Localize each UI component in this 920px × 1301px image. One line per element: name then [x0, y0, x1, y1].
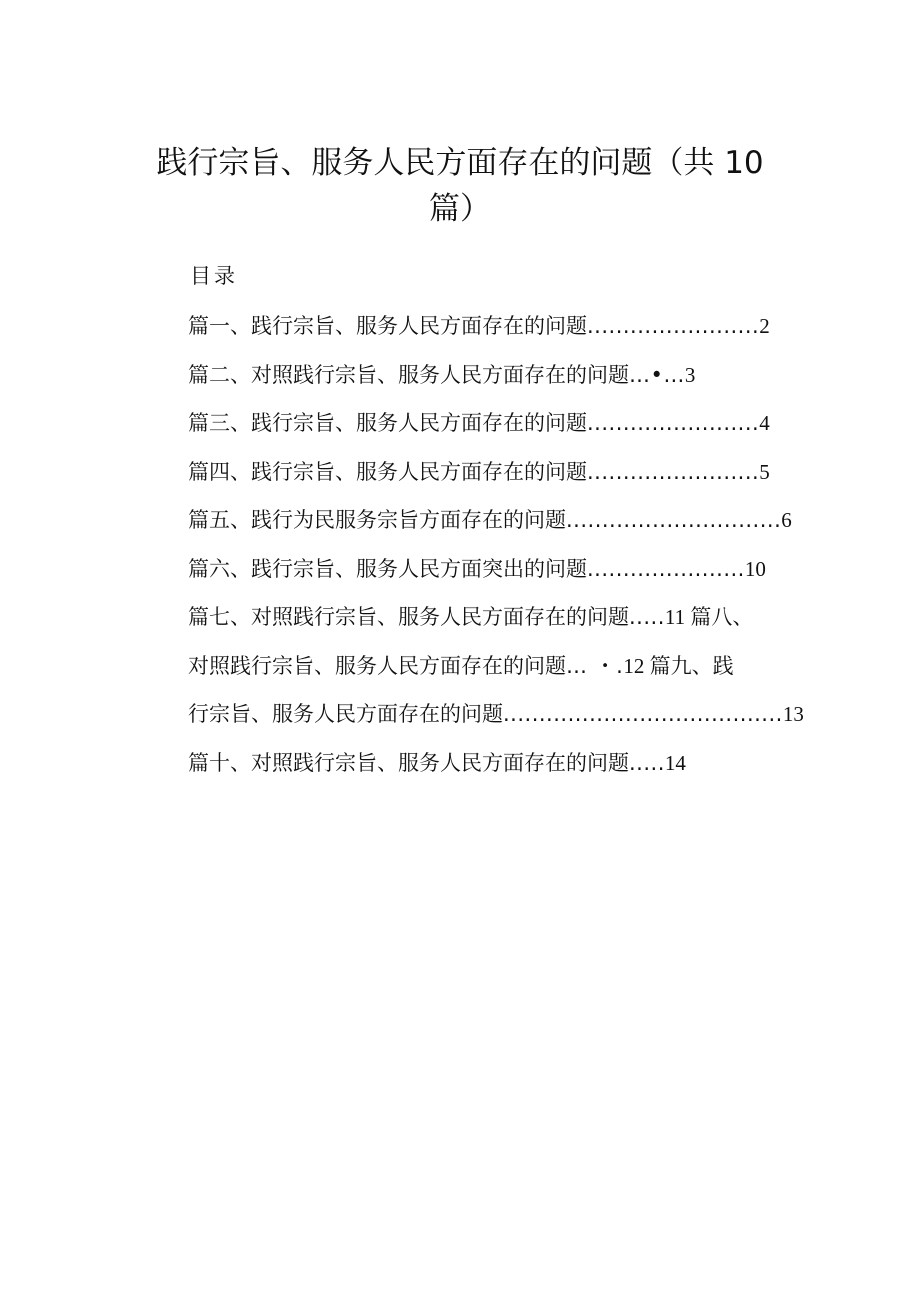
toc-entry-leader: ....................................... [503, 702, 783, 726]
toc-entry-page: 12 篇九、践 [623, 653, 734, 678]
toc-entry-title: 篇一、践行宗旨、服务人民方面存在的问题 [188, 314, 587, 338]
toc-entry-leader: ........................ [587, 314, 760, 338]
toc-entry-title: 篇四、践行宗旨、服务人民方面存在的问题 [188, 459, 587, 484]
title-line-2: 篇） [429, 191, 491, 227]
toc-entry-title: 行宗旨、服务人民方面存在的问题 [188, 702, 503, 726]
toc-entry-page: 11 篇八、 [664, 605, 754, 629]
toc-entry-title: 篇三、践行宗旨、服务人民方面存在的问题 [188, 411, 587, 435]
toc-entry-leader: …•… [629, 362, 685, 387]
toc-entry [188, 597, 788, 646]
toc-entry-title: 篇十、对照践行宗旨、服务人民方面存在的问题 [188, 750, 629, 775]
document-title [0, 140, 920, 232]
toc-entry-title: 篇二、对照践行宗旨、服务人民方面存在的问题 [188, 362, 629, 387]
toc-entry [188, 452, 788, 501]
toc-entry-title: 篇五、践行为民服务宗旨方面存在的问题 [188, 508, 566, 532]
toc-entry-page: 4 [759, 411, 770, 435]
toc-entry [188, 500, 792, 549]
toc-entry [188, 694, 804, 743]
toc-entry-page: 5 [759, 459, 770, 484]
toc-entry-title: 篇六、践行宗旨、服务人民方面突出的问题 [188, 556, 587, 581]
toc-entry-page: 13 [782, 702, 804, 726]
toc-entry-leader: ...................... [587, 556, 745, 581]
toc-entry-title: 对照践行宗旨、服务人民方面存在的问题 [188, 653, 566, 678]
toc-entry-title: 篇七、对照践行宗旨、服务人民方面存在的问题 [188, 605, 629, 629]
toc-entry [188, 355, 788, 404]
toc-entry-page: 2 [759, 314, 770, 338]
title-line-1: 践行宗旨、服务人民方面存在的问题（共 10 [156, 145, 764, 181]
toc-heading: 目录 [190, 264, 238, 288]
toc-entry-page: 3 [684, 362, 696, 387]
toc-entry [188, 743, 788, 792]
toc-entry-leader: .............................. [566, 508, 782, 532]
toc-entry-leader: … ・. [566, 653, 624, 678]
toc-entry-leader: ........................ [587, 411, 760, 435]
toc-entry [188, 403, 788, 452]
toc-entry-leader: ........................ [587, 459, 760, 484]
table-of-contents [188, 306, 804, 791]
toc-entry-page: 6 [781, 508, 792, 532]
toc-entry [188, 306, 788, 355]
toc-entry-page: 10 [744, 556, 766, 581]
toc-entry [188, 549, 788, 598]
toc-entry-page: 14 [664, 750, 686, 775]
toc-entry-leader: ..... [629, 750, 665, 775]
toc-entry [188, 646, 788, 695]
toc-entry-leader: ..... [629, 605, 665, 629]
